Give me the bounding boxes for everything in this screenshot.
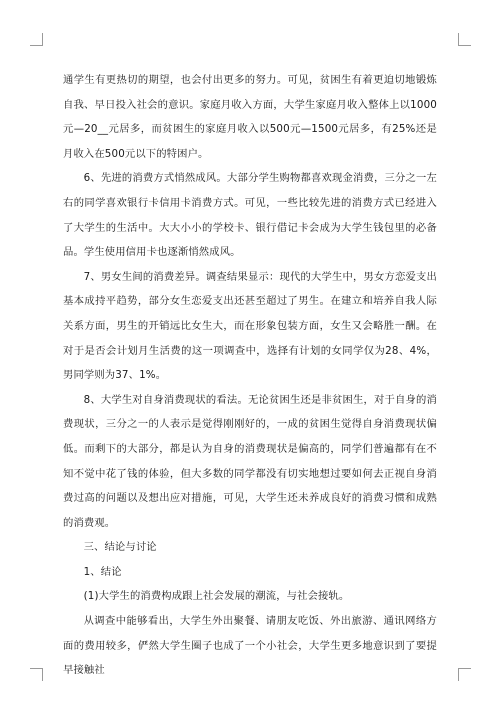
point-heading-1: (1)大学生的消费构成跟上社会发展的潮流，与社会接轨。	[83, 590, 350, 603]
paragraph-gender-difference: 7、男女生间的消费差异。调查结果显示：现代的大学生中，男女方恋爱支出基本成持平趋势，部分女生恋爱支出还甚至超过了男生。在建立和培养自我人际关系方面，男生的开销远比女生大，而在形象包装方面，女生又会略胜一酬。在对于是否会计划月生活费的这一项调查中，选择有计划的女同学仅为28、4%，男同学则为37、1%。	[63, 270, 437, 382]
section-heading-conclusion: 三、结论与讨论	[83, 541, 157, 554]
crop-mark-bottom-left	[30, 668, 43, 681]
paragraph-self-view: 8、大学生对自身消费现状的看法。无论贫困生还是非贫困生，对于自身的消费现状，三分之一的人表示是觉得刚刚好的，一成的贫困生觉得自身消费现状偏低。而剩下的大部分，都是认为自身的消费现状是偏高的，同学们普遍都有在不知不觉中花了钱的体验，但大多数的同学都没有切实地想过要如何去正视自身消费过高的问题以及想出应对措施，可见，大学生还未养成良好的消费习惯和成熟的消费观。	[63, 393, 437, 529]
paragraph-survey-finding: 从调查中能够看出，大学生外出聚餐、请朋友吃饭、外出旅游、通讯网络方面的费用较多，俨然大学生圈子也成了一个小社会，大学生更多地意识到了要提早接触社	[63, 615, 437, 677]
crop-mark-bottom-right	[458, 668, 471, 681]
paragraph-income-continued: 通学生有更热切的期望，也会付出更多的努力。可见，贫困生有着更迫切地锻炼自我、早日投入社会的意识。家庭月收入方面，大学生家庭月收入整体上以1000元—20__元居多，而贫困生的家庭月收入以500元—1500元居多，有25%还是月收入在500元以下的特困户。	[63, 74, 437, 160]
crop-mark-top-left	[30, 33, 43, 46]
crop-mark-top-right	[458, 33, 471, 46]
document-body	[63, 68, 437, 683]
subheading-conclusion: 1、结论	[83, 565, 122, 578]
paragraph-consumption-method: 6、先进的消费方式悄然成风。大部分学生购物都喜欢现金消费，三分之一左右的同学喜欢银行卡信用卡消费方式。可见，一些比较先进的消费方式已经进入了大学生的生活中。大大小小的学校卡、银行借记卡会成为大学生钱包里的必备品。学生使用信用卡也逐渐悄然成风。	[63, 172, 437, 259]
